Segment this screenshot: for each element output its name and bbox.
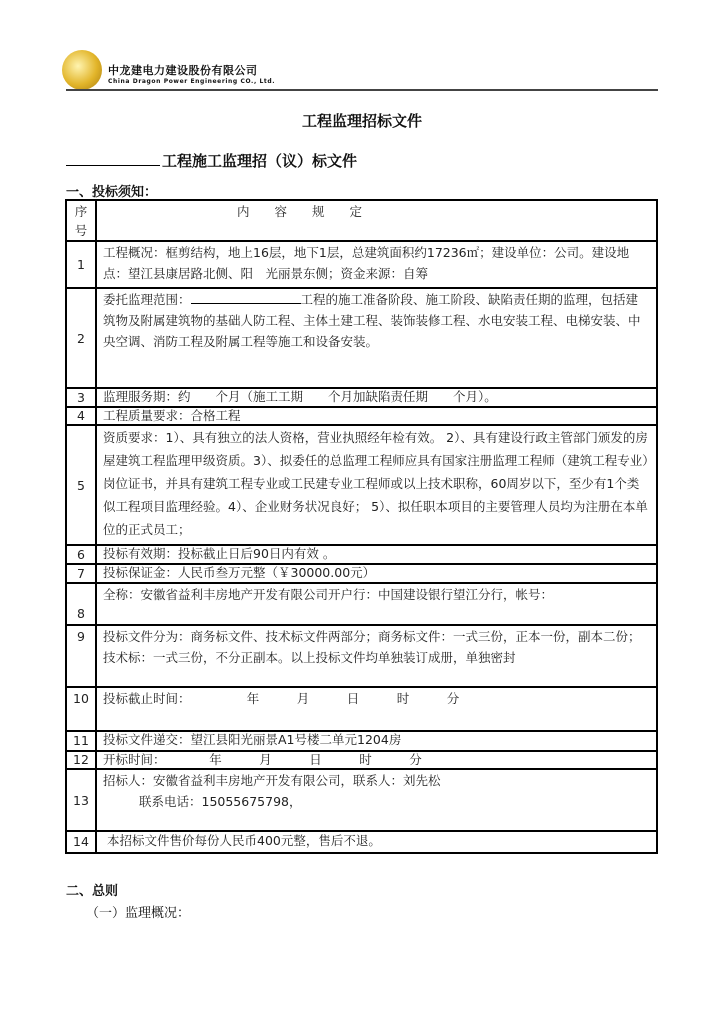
row-prefix: 委托监理范围： <box>103 292 191 307</box>
table-row <box>66 731 657 751</box>
table-row <box>66 831 657 853</box>
row-no: 1 <box>66 241 96 288</box>
table-row <box>66 625 657 687</box>
blank-line <box>191 291 301 304</box>
table-row <box>66 288 657 388</box>
table-row <box>66 388 657 407</box>
row-no: 5 <box>66 425 96 545</box>
row-body: 工程的施工准备阶段、施工阶段、缺陷责任期的监理，包括建筑物及附属建筑物的基础人防工程、主体土建工程、装饰装修工程、水电安装工程、电梯安装、中央空调、消防工程及附属工程等施工和设备安装。 <box>103 292 641 349</box>
row-no: 12 <box>66 751 96 769</box>
row-no: 11 <box>66 731 96 751</box>
row-no: 10 <box>66 687 96 731</box>
row-text: 资质要求：1）、具有独立的法人资格，营业执照经年检有效。 2）、具有建设行政主管部门颁发的房屋建筑工程监理甲级资质。3）、拟委任的总监理工程师应具有国家注册监理工程师（建筑工程专业）岗位证书，并具有建筑工程专业或工民建专业工程师或以上技术职称，60周岁以下，至少有1个类似工程项目监理经验。4）、企业财务状况良好； 5）、拟任职本项目的主要管理人员均为注册在本单位的正式员工； <box>96 425 657 545</box>
subtitle-text: 工程施工监理招（议）标文件 <box>162 152 358 170</box>
row-text: 全称：安徽省益利丰房地产开发有限公司开户行：中国建设银行望江分行，帐号： <box>96 583 657 625</box>
table-row <box>66 241 657 288</box>
row-no: 6 <box>66 545 96 564</box>
row-no: 14 <box>66 831 96 853</box>
row-no: 2 <box>66 288 96 388</box>
row-text: 投标文件递交：望江县阳光丽景A1号楼二单元1204房 <box>96 731 657 751</box>
row-text: 工程质量要求：合格工程 <box>96 407 657 425</box>
subsection-heading: （一）监理概况： <box>86 906 191 921</box>
table-row <box>66 583 657 625</box>
table-row <box>66 564 657 583</box>
row-no: 7 <box>66 564 96 583</box>
row-text: 本招标文件售价每份人民币400元整，售后不退。 <box>96 831 657 853</box>
section-heading: 二、总则 <box>66 884 119 899</box>
row-line: 招标人：安徽省益利丰房地产开发有限公司，联系人：刘先松 <box>103 773 441 788</box>
header-divider <box>66 89 658 91</box>
table-row <box>66 425 657 545</box>
company-name-en: China Dragon Power Engineering CO., Ltd. <box>108 78 276 85</box>
row-text: 投标文件分为：商务标文件、技术标文件两部分；商务标文件：一式三份，正本一份，副本二份；技术标：一式三份，不分正副本。以上投标文件均单独装订成册，单独密封 <box>96 625 657 687</box>
table-row <box>66 687 657 731</box>
row-text <box>96 288 657 388</box>
bidding-instructions-table <box>65 199 658 854</box>
document-subtitle <box>66 150 357 171</box>
table-row <box>66 769 657 831</box>
document-title: 工程监理招标文件 <box>301 112 422 130</box>
row-text: 投标有效期：投标截止日后90日内有效 。 <box>96 545 657 564</box>
header-no: 序号 <box>66 200 96 241</box>
dragon-logo-icon <box>62 50 102 90</box>
row-text: 开标时间： 年 月 日 时 分 <box>96 751 657 769</box>
table-row <box>66 407 657 425</box>
row-text: 工程概况：框剪结构，地上16层，地下1层，总建筑面积约17236㎡；建设单位：公司。建设地点：望江县康居路北侧、阳 光丽景东侧；资金来源：自筹 <box>96 241 657 288</box>
header-content: 内 容 规 定 <box>96 200 657 241</box>
row-text: 投标截止时间： 年 月 日 时 分 <box>96 687 657 731</box>
company-name-cn: 中龙建电力建设股份有限公司 <box>108 64 258 77</box>
row-text <box>96 769 657 831</box>
row-text: 监理服务期：约 个月（施工工期 个月加缺陷责任期 个月）。 <box>96 388 657 407</box>
row-text: 投标保证金：人民币叁万元整（￥30000.00元） <box>96 564 657 583</box>
row-no: 9 <box>66 625 96 687</box>
section-heading: 一、投标须知： <box>66 185 158 200</box>
contact-phone: 联系电话：15055675798， <box>139 794 302 809</box>
row-no: 4 <box>66 407 96 425</box>
table-header-row <box>66 200 657 241</box>
project-name-blank <box>66 165 160 166</box>
table-row <box>66 751 657 769</box>
row-no: 3 <box>66 388 96 407</box>
table-row <box>66 545 657 564</box>
row-no: 13 <box>66 769 96 831</box>
row-no: 8 <box>66 583 96 625</box>
